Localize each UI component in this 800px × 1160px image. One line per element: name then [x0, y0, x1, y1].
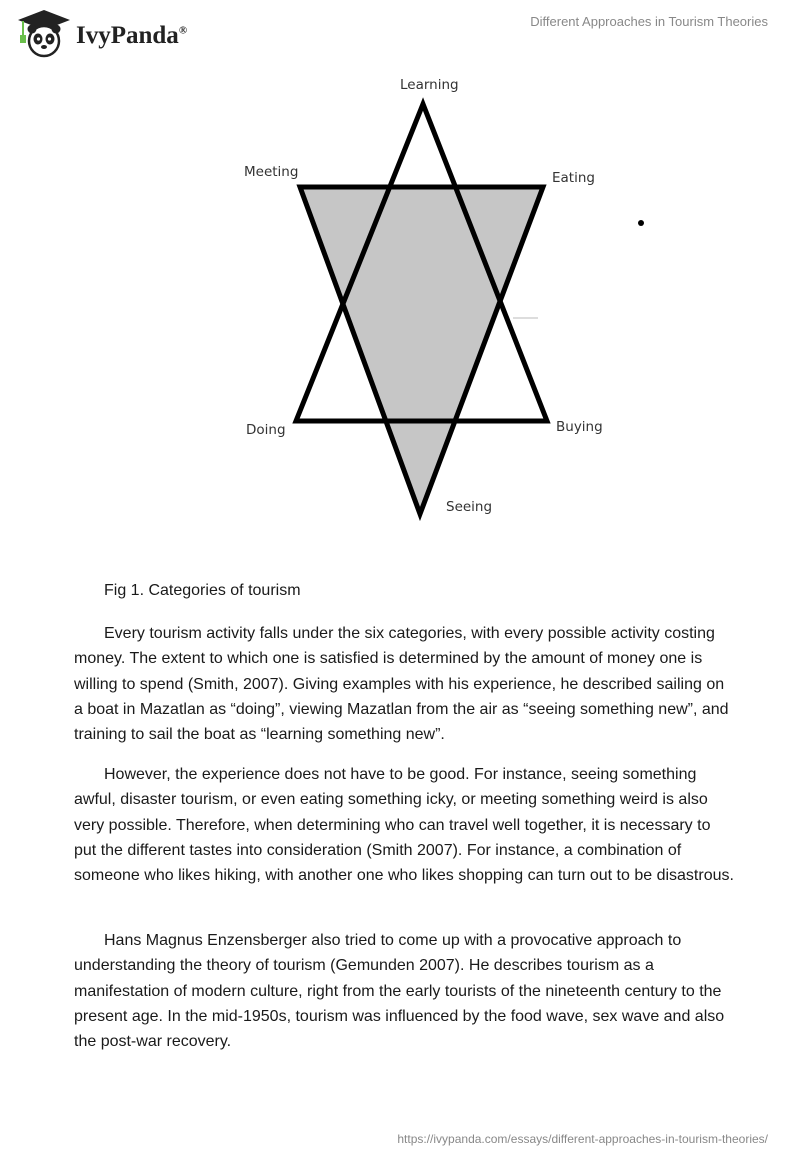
- brand-name: IvyPanda®: [76, 22, 188, 49]
- brand-logo[interactable]: [14, 8, 187, 58]
- label-seeing: Seeing: [446, 499, 493, 515]
- source-url[interactable]: https://ivypanda.com/essays/different-approaches-in-tourism-theories/: [397, 1132, 768, 1146]
- label-doing: Doing: [246, 422, 286, 438]
- six-point-star-diagram: [230, 68, 620, 528]
- figure-caption: Fig 1. Categories of tourism: [104, 582, 301, 599]
- label-meeting: Meeting: [244, 164, 299, 180]
- label-learning: Learning: [400, 77, 459, 93]
- label-buying: Buying: [556, 419, 603, 435]
- stray-dot: [638, 220, 644, 226]
- label-eating: Eating: [552, 170, 595, 186]
- tourism-categories-figure: [230, 68, 620, 528]
- document-title: Different Approaches in Tourism Theories: [530, 14, 768, 29]
- paragraph-2: However, the experience does not have to be good. For instance, seeing something awful, disaster tourism, or even eating something icky, or meeting something weird is also very possible. Therefore, when determining who can travel well together, it is necessary to put the different tastes into consideration (Smith 2007). For instance, a combination of someone who likes hiking, with another one who likes shopping can turn out to be disastrous.: [74, 766, 734, 885]
- paragraph-1: Every tourism activity falls under the six categories, with every possible activity costing money. The extent to which one is satisfied is determined by the amount of money one is willing to spend (Smith, 2007). Giving examples with his experience, he described sailing on a boat in Mazatlan as “doing”, viewing Mazatlan from the air as “seeing something new”, and training to sail the boat as “learning something new”.: [74, 625, 729, 744]
- panda-graduate-icon: [14, 8, 74, 58]
- paragraph-3: Hans Magnus Enzensberger also tried to come up with a provocative approach to understanding the theory of tourism (Gemunden 2007). He describes tourism as a manifestation of modern culture, right from the early tourists of the nineteenth century to the present age. In the mid-1950s, tourism was influenced by the food wave, sex wave and also the post-war recovery.: [74, 932, 725, 1051]
- downward-triangle: [300, 187, 543, 514]
